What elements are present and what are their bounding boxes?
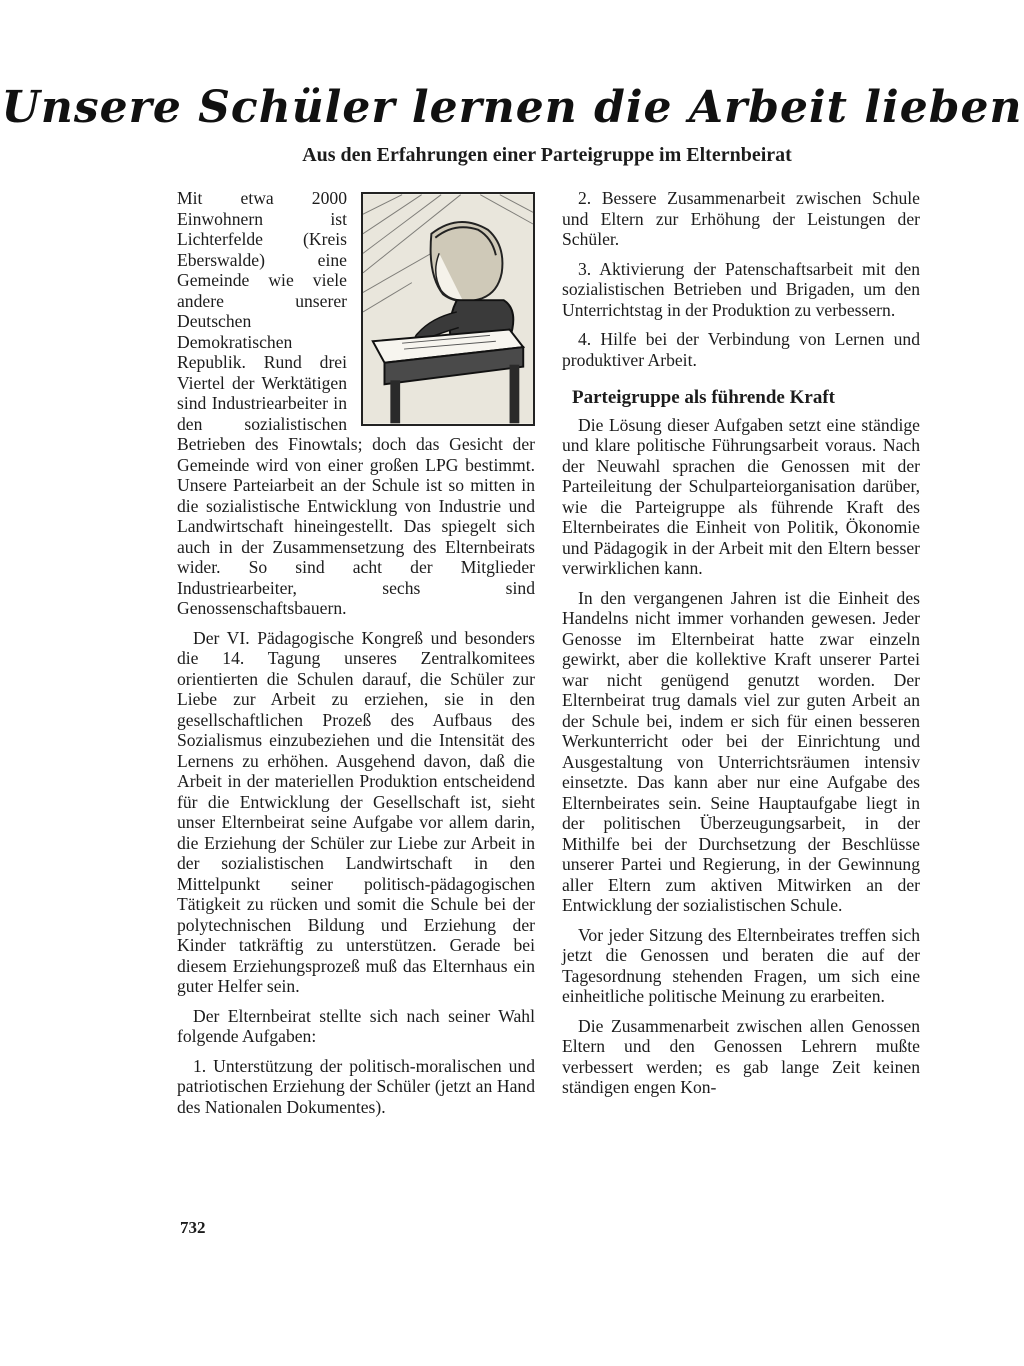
- right-column: [562, 188, 920, 1107]
- child-writing-illustration: [361, 192, 535, 426]
- article-subtitle: Aus den Erfahrungen einer Parteigruppe im Elternbeirat: [302, 144, 792, 166]
- paragraph: Vor jeder Sitzung des Elternbeirates treffen sich jetzt die Genossen und beraten die auf der Tagesordnung stehenden Fragen, um sich eine einheitliche politische Meinung zu erarbeiten.: [562, 924, 920, 1006]
- left-column: [177, 188, 535, 1126]
- paragraph: Die Zusammenarbeit zwischen allen Genossen Eltern und den Genossen Lehrern mußte verbessert werden; es gab lange Zeit keinen ständigen engen Kon-: [562, 1015, 920, 1097]
- article-title: Unsere Schüler lernen die Arbeit lieben: [1, 82, 1023, 133]
- section-heading: Parteigruppe als führende Kraft: [572, 387, 835, 408]
- paragraph: Die Lösung dieser Aufgaben setzt eine ständige und klare politische Führungsarbeit voraus. Nach der Neuwahl sprachen die Genossen mit der Parteileitung der Schulparteiorganisation darüber, wie die Parteigruppe als führende Kraft des Elternbeirates die Einheit von Politik, Ökonomie und Pädagogik in der Arbeit mit den Eltern besser verwirklichen kann.: [562, 414, 920, 578]
- list-item: 4. Hilfe bei der Verbindung von Lernen und produktiver Arbeit.: [562, 329, 920, 370]
- list-item: 1. Unterstützung der politisch-moralischen und patriotischen Erziehung der Schüler (jetzt an Hand des Nationalen Dokumentes).: [177, 1055, 535, 1117]
- list-item: 2. Bessere Zusammenarbeit zwischen Schule und Eltern zur Erhöhung der Leistungen der Schüler.: [562, 188, 920, 249]
- page-number: 732: [180, 1218, 206, 1237]
- list-item: 3. Aktivierung der Patenschaftsarbeit mit den sozialistischen Betrieben und Brigaden, um den Unterrichtstag in der Produktion zu verbessern.: [562, 258, 920, 320]
- paragraph: Der VI. Pädagogische Kongreß und besonders die 14. Tagung unseres Zentralkomitees orientierten die Schulen darauf, die Schüler zur Liebe zur Arbeit zu erziehen, sie in den gesellschaftlichen Prozeß des Aufbaus des Sozialismus einzubeziehen und die Intensität des Lernens zu erhöhen. Ausgehend davon, daß die Arbeit in der materiellen Produktion entscheidend für die Entwicklung der Gesellschaft ist, sieht unser Elternbeirat seine Aufgabe vor allem darin, die Erziehung der Schüler zur Liebe zur Arbeit in der sozialistischen Landwirtschaft in den Mittelpunkt seiner politisch-pädagogischen Tätigkeit zu rücken und somit die Schule bei der polytechnischen Bildung und Erziehung der Kinder tatkräftig zu unterstützen. Gerade bei diesem Erziehungsprozeß muß das Elternhaus ein guter Helfer sein.: [177, 627, 535, 996]
- paragraph: Mit etwa 2000 Einwohnern ist Lichterfelde (Kreis Eberswalde) eine Gemeinde wie viele andere unserer Deutschen Demokratischen Republik. Rund drei Viertel der Werktätigen sind Industriearbeiter in den sozialistischen Betrieben des Finowtals; doch das Gesicht der Gemeinde wird von einer großen LPG bestimmt. Unsere Parteiarbeit an der Schule ist so mitten in die sozialistische Entwicklung von Industrie und Landwirtschaft hineingestellt. Das spiegelt sich auch in der Zusammensetzung des Elternbeirats wider. So sind acht der Mitglieder Industriearbeiter, sechs sind Genossenschaftsbauern.: [177, 188, 535, 618]
- paragraph: In den vergangenen Jahren ist die Einheit des Handelns nicht immer vorhanden gewesen. Jeder Genosse im Elternbeirat hatte zwar einzeln gewirkt, aber die kollektive Kraft unserer Partei war nicht genügend genutzt worden. Der Elternbeirat trug damals viel zur guten Arbeit an der Schule bei, indem er sich für einen besseren Werkunterricht oder bei der Einrichtung und Ausgestaltung von Unterrichtsräumen intensiv einsetzte. Das kann aber nur eine Aufgabe des Elternbeirates sein. Seine Hauptaufgabe liegt in der politischen Überzeugungsarbeit, in der Mithilfe bei der Durchsetzung der Beschlüsse unserer Partei und Regierung, in der Gewinnung aller Eltern zum aktiven Mitwirken an der Entwicklung der sozialistischen Schule.: [562, 587, 920, 915]
- paragraph: Der Elternbeirat stellte sich nach seiner Wahl folgende Aufgaben:: [177, 1005, 535, 1046]
- child-writing-icon: [363, 194, 533, 424]
